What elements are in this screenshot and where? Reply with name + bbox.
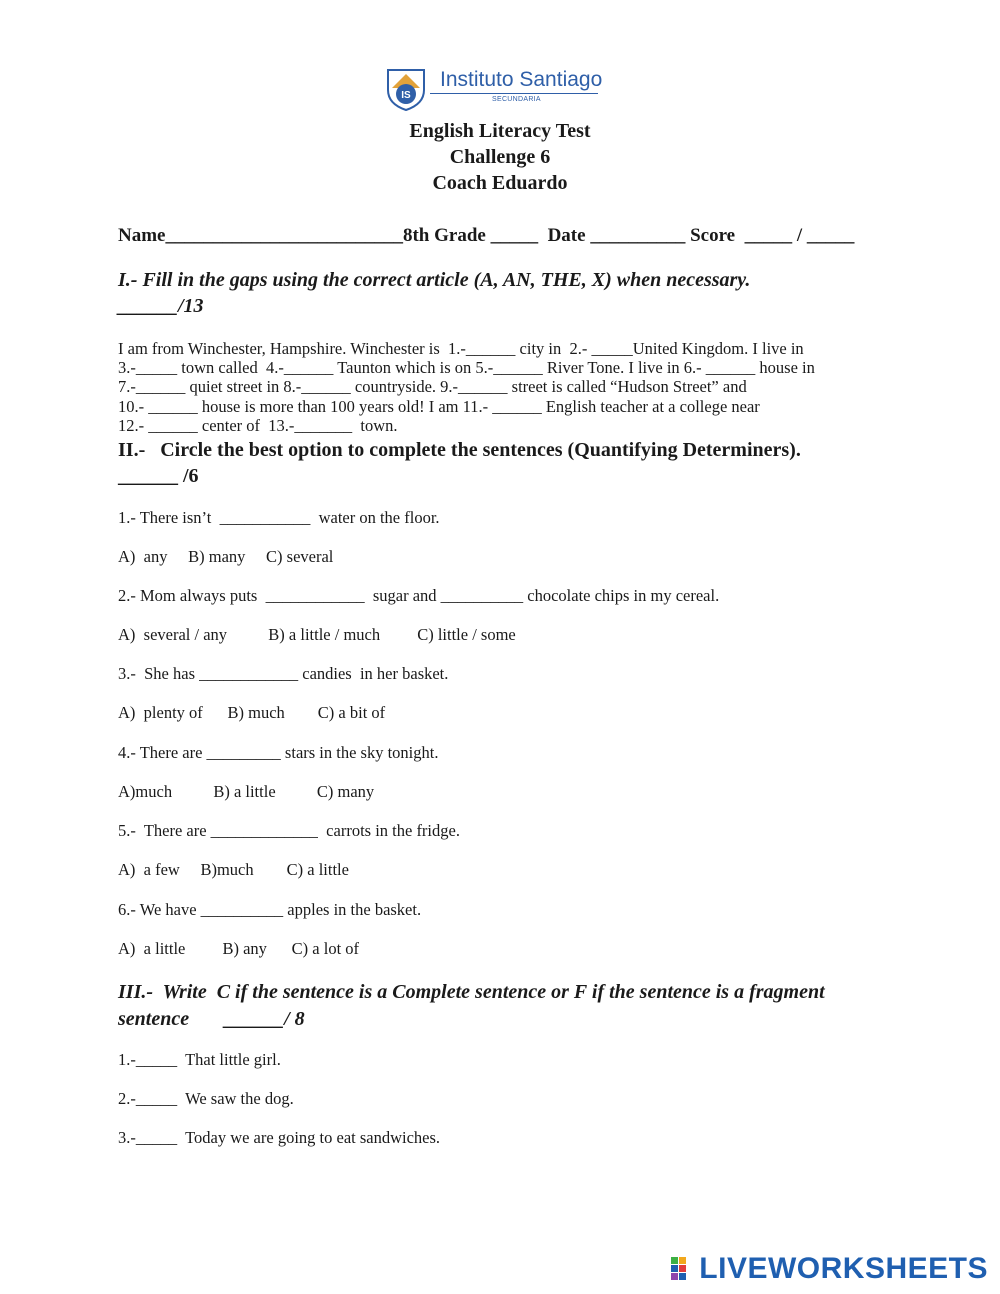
logo-divider bbox=[430, 93, 598, 94]
brand-name: LIVEWORKSHEETS bbox=[699, 1252, 988, 1285]
section2-score: ______ /6 bbox=[118, 465, 199, 487]
section1-paragraph-line: 10.- ______ house is more than 100 years old! I am 11.- ______ English teacher at a college near bbox=[118, 397, 760, 416]
question-6: 6.- We have __________ apples in the basket. bbox=[118, 900, 422, 919]
challenge-title: Challenge 6 bbox=[449, 146, 551, 168]
question-3-options: A) plenty of B) much C) a bit of bbox=[118, 703, 386, 722]
fragment-question-1: 1.-_____ That little girl. bbox=[118, 1050, 281, 1069]
liveworksheets-brand bbox=[671, 1252, 988, 1286]
fragment-question-3: 3.-_____ Today we are going to eat sandwiches. bbox=[118, 1128, 441, 1147]
question-2: 2.- Mom always puts ____________ sugar and __________ chocolate chips in my cereal. bbox=[118, 586, 720, 605]
section1-score: ______/13 bbox=[118, 295, 204, 317]
question-5-options: A) a few B)much C) a little bbox=[118, 860, 349, 879]
section2-title: II.- Circle the best option to complete the sentences (Quantifying Determiners). bbox=[118, 439, 801, 461]
section3-title: III.- Write C if the sentence is a Complete sentence or F if the sentence is a fragment bbox=[118, 981, 825, 1003]
question-6-options: A) a little B) any C) a lot of bbox=[118, 939, 360, 958]
section1-paragraph-line: 7.-______ quiet street in 8.-______ countryside. 9.-______ street is called “Hudson Street” and bbox=[118, 377, 747, 396]
coach-title: Coach Eduardo bbox=[432, 172, 568, 194]
logo-badge-text: IS bbox=[401, 90, 411, 101]
test-title: English Literacy Test bbox=[409, 120, 591, 142]
question-5: 5.- There are _____________ carrots in the fridge. bbox=[118, 821, 460, 840]
section3-score: sentence ______/ 8 bbox=[118, 1008, 305, 1030]
fragment-question-2: 2.-_____ We saw the dog. bbox=[118, 1089, 294, 1108]
logo-name: Instituto Santiago bbox=[440, 68, 603, 91]
section1-title: I.- Fill in the gaps using the correct article (A, AN, THE, X) when necessary. bbox=[118, 269, 751, 291]
question-2-options: A) several / any B) a little / much C) little / some bbox=[118, 625, 516, 644]
section1-paragraph-line: I am from Winchester, Hampshire. Winchester is 1.-______ city in 2.- _____United Kingdom. I live in bbox=[118, 339, 804, 358]
question-3: 3.- She has ____________ candies in her basket. bbox=[118, 664, 449, 683]
question-1-options: A) any B) many C) several bbox=[118, 547, 334, 566]
logo-subtitle: SECUNDARIA bbox=[492, 96, 541, 103]
section1-paragraph-line: 12.- ______ center of 13.-_______ town. bbox=[118, 416, 398, 435]
liveworksheets-logo-icon bbox=[671, 1255, 695, 1283]
question-4-options: A)much B) a little C) many bbox=[118, 782, 375, 801]
question-4: 4.- There are _________ stars in the sky tonight. bbox=[118, 743, 439, 762]
section1-paragraph-line: 3.-_____ town called 4.-______ Taunton which is on 5.-______ River Tone. I live in 6.- ______ house in bbox=[118, 358, 815, 377]
student-info-line: Name_________________________8th Grade _____ Date __________ Score _____ / _____ bbox=[118, 225, 855, 246]
question-1: 1.- There isn’t ___________ water on the floor. bbox=[118, 508, 440, 527]
